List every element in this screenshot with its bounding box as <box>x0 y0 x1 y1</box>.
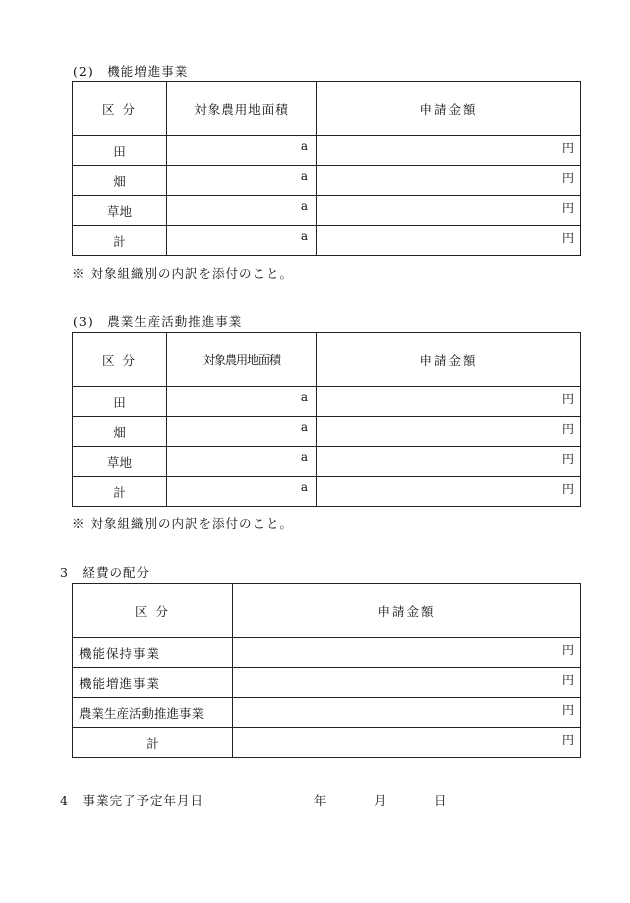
table-row <box>73 668 581 698</box>
amount-cell[interactable] <box>317 477 581 507</box>
expenses-heading: 3 経費の配分 <box>60 565 150 580</box>
header-amount: 申請金額 <box>317 333 581 387</box>
table-row <box>73 196 581 226</box>
amount-unit: 円 <box>561 422 574 436</box>
row-label: 計 <box>73 728 233 758</box>
section2-note: ※ 対象組織別の内訳を添付のこと。 <box>72 266 293 281</box>
table-row <box>73 447 581 477</box>
area-cell[interactable] <box>167 387 317 417</box>
amount-cell[interactable] <box>317 387 581 417</box>
row-label: 畑 <box>73 417 167 447</box>
area-unit: a <box>300 450 308 464</box>
amount-cell[interactable] <box>317 196 581 226</box>
row-label: 草地 <box>73 196 167 226</box>
section2-heading: (2) 機能増進事業 <box>73 64 189 79</box>
amount-unit: 円 <box>561 482 574 496</box>
header-amount: 申請金額 <box>317 82 581 136</box>
completion-label: 4 事業完了予定年月日 <box>60 793 204 808</box>
area-cell[interactable] <box>167 226 317 256</box>
table-row <box>73 417 581 447</box>
area-unit: a <box>300 169 308 183</box>
table-row <box>73 387 581 417</box>
table-row <box>73 136 581 166</box>
header-amount: 申請金額 <box>233 584 581 638</box>
table-row <box>73 728 581 758</box>
amount-cell[interactable] <box>317 166 581 196</box>
area-cell[interactable] <box>167 477 317 507</box>
table-row <box>73 477 581 507</box>
amount-cell[interactable] <box>233 698 581 728</box>
amount-unit: 円 <box>561 673 574 687</box>
area-unit: a <box>300 420 308 434</box>
table-row <box>73 166 581 196</box>
amount-unit: 円 <box>561 452 574 466</box>
row-label: 機能保持事業 <box>73 638 233 668</box>
section3-heading: (3) 農業生産活動推進事業 <box>73 314 243 329</box>
row-label: 畑 <box>73 166 167 196</box>
amount-cell[interactable] <box>317 226 581 256</box>
header-area: 対象農用地面積 <box>167 333 317 387</box>
row-label: 機能増進事業 <box>73 668 233 698</box>
table-header-row <box>73 584 581 638</box>
header-category: 区 分 <box>73 333 167 387</box>
completion-year: 年 <box>314 793 327 808</box>
amount-unit: 円 <box>561 171 574 185</box>
amount-cell[interactable] <box>317 447 581 477</box>
table-header-row <box>73 333 581 387</box>
amount-cell[interactable] <box>317 417 581 447</box>
row-label: 田 <box>73 136 167 166</box>
table-row <box>73 698 581 728</box>
amount-cell[interactable] <box>233 638 581 668</box>
table-header-row <box>73 82 581 136</box>
area-unit: a <box>300 199 308 213</box>
expenses-table <box>72 583 581 758</box>
amount-unit: 円 <box>561 643 574 657</box>
area-cell[interactable] <box>167 166 317 196</box>
table-row <box>73 638 581 668</box>
area-cell[interactable] <box>167 447 317 477</box>
section3-note: ※ 対象組織別の内訳を添付のこと。 <box>72 516 293 531</box>
completion-month: 月 <box>374 793 387 808</box>
table-row <box>73 226 581 256</box>
amount-unit: 円 <box>561 141 574 155</box>
amount-unit: 円 <box>561 703 574 717</box>
amount-unit: 円 <box>561 392 574 406</box>
row-label: 田 <box>73 387 167 417</box>
area-unit: a <box>300 480 308 494</box>
amount-cell[interactable] <box>233 728 581 758</box>
area-cell[interactable] <box>167 136 317 166</box>
header-area: 対象農用地面積 <box>167 82 317 136</box>
amount-unit: 円 <box>561 201 574 215</box>
area-cell[interactable] <box>167 417 317 447</box>
amount-unit: 円 <box>561 733 574 747</box>
section2-table <box>72 81 581 256</box>
area-unit: a <box>300 390 308 404</box>
row-label: 計 <box>73 226 167 256</box>
amount-unit: 円 <box>561 231 574 245</box>
amount-cell[interactable] <box>317 136 581 166</box>
completion-day: 日 <box>434 793 447 808</box>
row-label: 草地 <box>73 447 167 477</box>
area-unit: a <box>300 229 308 243</box>
header-category: 区 分 <box>73 82 167 136</box>
section3-table <box>72 332 581 507</box>
row-label: 計 <box>73 477 167 507</box>
row-label: 農業生産活動推進事業 <box>73 698 233 728</box>
amount-cell[interactable] <box>233 668 581 698</box>
header-category: 区 分 <box>73 584 233 638</box>
area-unit: a <box>300 139 308 153</box>
area-cell[interactable] <box>167 196 317 226</box>
